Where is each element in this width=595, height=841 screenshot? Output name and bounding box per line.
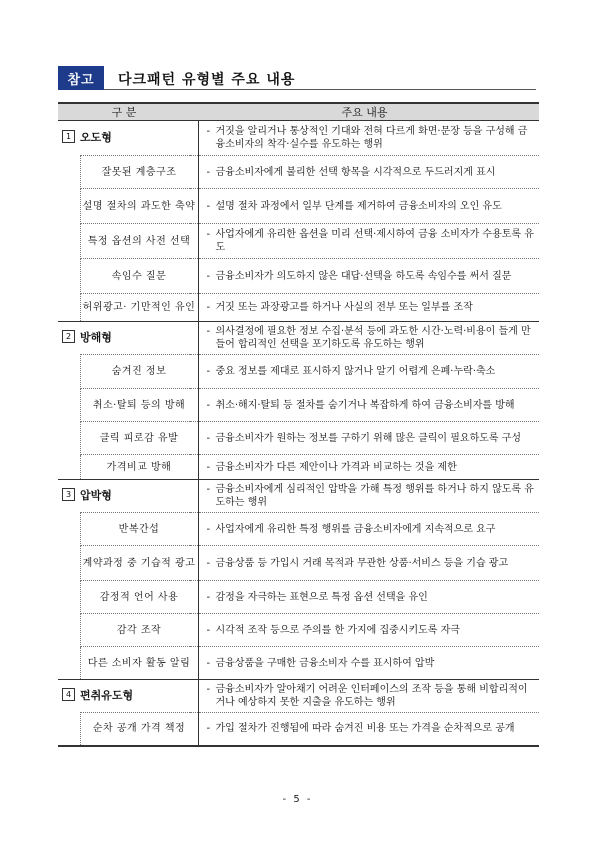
indent-spacer — [58, 422, 80, 455]
bullet-dash: - — [206, 126, 211, 137]
indent-spacer — [58, 189, 80, 224]
bullet-dash: - — [206, 484, 211, 495]
description-text: 금융소비자가 다른 제안이나 가격과 비교하는 것을 제한 — [215, 461, 457, 473]
description-cell — [198, 546, 539, 581]
subcategory-name: 잘못된 계층구조 — [80, 156, 198, 189]
subcategory-name: 취소·탈퇴 등의 방해 — [80, 389, 198, 422]
description-cell — [198, 224, 539, 259]
category-cell — [58, 680, 198, 713]
description-cell — [198, 455, 539, 480]
indent-spacer — [58, 513, 80, 546]
bullet-dash: - — [206, 723, 211, 735]
subcategory-name: 속임수 질문 — [80, 259, 198, 294]
table-body — [58, 121, 539, 746]
description-text: 설명 절차 과정에서 일부 단계를 제거하여 금융소비자의 오인 유도 — [215, 200, 502, 212]
description-cell — [198, 389, 539, 422]
table-row — [58, 581, 539, 614]
description-text: 거짓 또는 과장광고를 하거나 사실의 전부 또는 일부를 조작 — [215, 302, 473, 313]
table-row — [58, 614, 539, 647]
description-text: 금융상품을 구매한 금융소비자 수를 표시하여 압박 — [215, 657, 435, 669]
subcategory-name: 숨겨진 정보 — [80, 355, 198, 389]
bullet-dash: - — [206, 684, 211, 695]
description-text: 금융소비자에게 심리적인 압박을 가해 특정 행위를 하거나 하지 않도록 유도하는 행위 — [215, 484, 534, 508]
table-row — [58, 189, 539, 224]
description-text: 중요 정보를 제대로 표시하지 않거나 알기 어렵게 은폐·누락·축소 — [215, 366, 496, 377]
table-row — [58, 546, 539, 581]
table-row — [58, 294, 539, 322]
description-text: 가입 절차가 진행됨에 따라 숨겨진 비용 또는 가격을 순차적으로 공개 — [215, 723, 515, 735]
table-row — [58, 389, 539, 422]
description-cell — [198, 614, 539, 647]
description-text: 금융소비자가 의도하지 않은 대답·선택을 하도록 속임수를 써서 질문 — [215, 270, 512, 282]
subcategory-name: 감정적 언어 사용 — [80, 581, 198, 614]
table-row — [58, 156, 539, 189]
bullet-dash: - — [206, 624, 211, 636]
bullet-dash: - — [206, 366, 211, 377]
description-text: 금융상품 등 가입시 거래 목적과 무관한 상품·서비스 등을 기습 광고 — [215, 557, 509, 569]
description-cell — [198, 121, 539, 156]
description-text: 시각적 조작 등으로 주의를 한 가지에 집중시키도록 자극 — [215, 624, 460, 636]
bullet-dash: - — [206, 229, 211, 240]
subcategory-name: 다른 소비자 활동 알림 — [80, 647, 198, 680]
description-cell — [198, 189, 539, 224]
category-name: 압박형 — [80, 489, 112, 503]
description-text: 금융소비자가 원하는 정보를 구하기 위해 많은 클릭이 필요하도록 구성 — [215, 432, 522, 444]
subcategory-name: 설명 절차의 과도한 축약 — [80, 189, 198, 224]
bullet-dash: - — [206, 657, 211, 669]
header-underline — [104, 89, 536, 90]
category-name: 오도형 — [80, 131, 112, 145]
subcategory-name: 감각 조작 — [80, 614, 198, 647]
subcategory-name: 반복간섭 — [80, 513, 198, 546]
description-cell — [198, 422, 539, 455]
column-header-category: 구 분 — [58, 103, 190, 121]
category-row — [58, 121, 539, 156]
description-cell — [198, 322, 539, 355]
table-row — [58, 224, 539, 259]
bullet-dash: - — [206, 523, 211, 535]
category-number: 3 — [62, 488, 75, 501]
indent-spacer — [58, 294, 80, 322]
category-row — [58, 680, 539, 713]
indent-spacer — [58, 614, 80, 647]
category-number: 1 — [62, 130, 75, 143]
subcategory-name: 가격비교 방해 — [80, 455, 198, 480]
description-text: 의사결정에 필요한 정보 수집·분석 등에 과도한 시간·노력·비용이 들게 만들어 합리적인 선택을 포기하도록 유도하는 행위 — [215, 326, 531, 350]
category-name: 편취유도형 — [80, 689, 134, 703]
table-row — [58, 713, 539, 746]
indent-spacer — [58, 156, 80, 189]
description-cell — [198, 480, 539, 513]
description-cell — [198, 680, 539, 713]
indent-spacer — [58, 581, 80, 614]
indent-spacer — [58, 259, 80, 294]
subcategory-name: 허위광고· 기만적인 유인 — [80, 294, 198, 322]
bullet-dash: - — [206, 432, 211, 444]
category-cell — [58, 121, 198, 156]
description-text: 거짓을 알리거나 통상적인 기대와 전혀 다르게 화면·문장 등을 구성해 금융소비자의 착각·실수를 유도하는 행위 — [215, 126, 528, 150]
table-row — [58, 422, 539, 455]
description-cell — [198, 355, 539, 389]
category-number: 2 — [62, 330, 75, 343]
bullet-dash: - — [206, 200, 211, 212]
category-row — [58, 322, 539, 355]
table-row — [58, 355, 539, 389]
subcategory-name: 특정 옵션의 사전 선택 — [80, 224, 198, 259]
indent-spacer — [58, 355, 80, 389]
indent-spacer — [58, 455, 80, 480]
table-row — [58, 647, 539, 680]
description-text: 사업자에게 유리한 특정 행위를 금융소비자에게 지속적으로 요구 — [215, 523, 496, 535]
page-number: - 5 - — [282, 794, 313, 805]
subcategory-name: 순차 공개 가격 책정 — [80, 713, 198, 746]
section-header — [58, 66, 536, 90]
subcategory-name: 클릭 피로감 유발 — [80, 422, 198, 455]
description-cell — [198, 259, 539, 294]
table-row — [58, 455, 539, 480]
category-cell — [58, 480, 198, 513]
column-header-content: 주요 내용 — [190, 103, 539, 121]
bullet-dash: - — [206, 166, 211, 178]
description-cell — [198, 156, 539, 189]
description-cell — [198, 713, 539, 746]
reference-badge: 참고 — [58, 66, 104, 90]
description-cell — [198, 647, 539, 680]
indent-spacer — [58, 713, 80, 746]
table-row — [58, 259, 539, 294]
category-number: 4 — [62, 688, 75, 701]
bullet-dash: - — [206, 302, 211, 313]
bullet-dash: - — [206, 557, 211, 569]
bullet-dash: - — [206, 591, 211, 603]
description-text: 금융소비자가 알아채기 어려운 인터페이스의 조작 등을 통해 비합리적이거나 예상하지 못한 지출을 유도하는 행위 — [215, 684, 528, 708]
description-text: 사업자에게 유리한 옵션을 미리 선택·제시하여 금융 소비자가 수용토록 유도 — [215, 229, 534, 253]
page-title: 다크패턴 유형별 주요 내용 — [118, 72, 296, 88]
indent-spacer — [58, 647, 80, 680]
description-text: 금융소비자에게 불리한 선택 항목을 시각적으로 두드러지게 표시 — [215, 166, 496, 178]
description-cell — [198, 581, 539, 614]
indent-spacer — [58, 224, 80, 259]
category-cell — [58, 322, 198, 355]
bullet-dash: - — [206, 399, 211, 411]
indent-spacer — [58, 389, 80, 422]
bullet-dash: - — [206, 461, 211, 473]
description-cell — [198, 513, 539, 546]
description-text: 감정을 자극하는 표현으로 특정 옵션 선택을 유인 — [215, 591, 428, 603]
category-row — [58, 480, 539, 513]
indent-spacer — [58, 546, 80, 581]
description-cell — [198, 294, 539, 322]
subcategory-name: 계약과정 중 기습적 광고 — [80, 546, 198, 581]
description-text: 취소·해지·탈퇴 등 절차를 숨기거나 복잡하게 하여 금융소비자를 방해 — [215, 399, 515, 411]
table-row — [58, 513, 539, 546]
bullet-dash: - — [206, 326, 211, 337]
bullet-dash: - — [206, 270, 211, 282]
category-name: 방해형 — [80, 331, 112, 345]
dark-pattern-table — [58, 102, 539, 747]
